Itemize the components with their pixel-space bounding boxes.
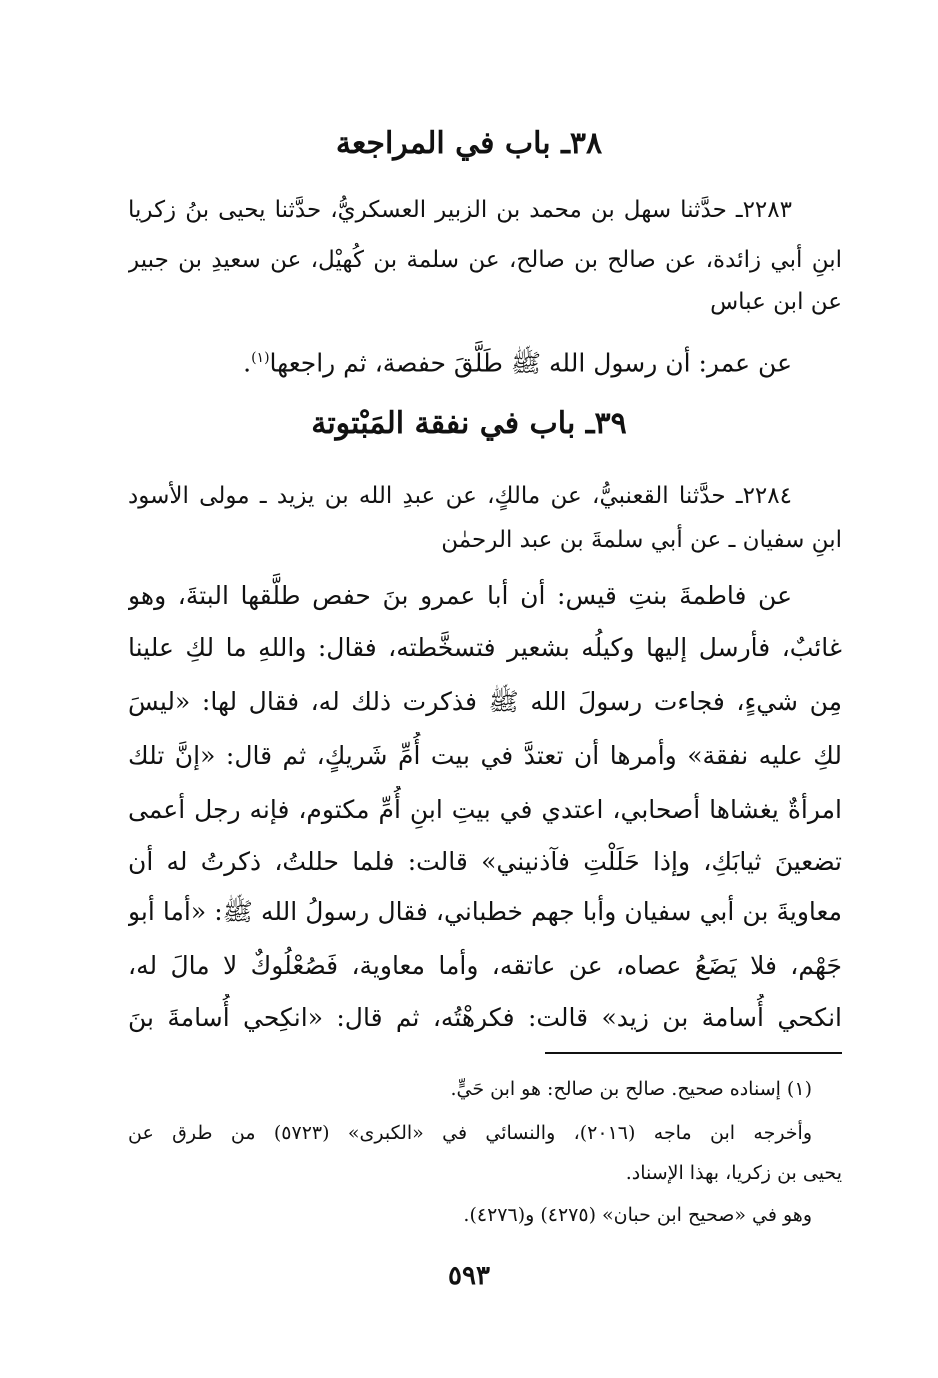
hadith-2284-matn-line-8: جَهْم، فلا يَضَعُ عصاه، عن عاتقه، وأما معاوية، فَصُعْلُوكٌ لا مالَ له،	[128, 951, 842, 980]
section-heading-39: ٣٩ـ باب في نفقة المَبْتوتة	[311, 406, 627, 441]
footnote-line-4: وهو في «صحيح ابن حبان» (٤٢٧٥) و(٤٢٧٦).	[463, 1204, 812, 1226]
hadith-2284-matn-line-4: لكِ عليه نفقة» وأمرها أن تعتدَّ في بيت أُمِّ شَريكٍ، ثم قال: «إنَّ تلك	[128, 741, 842, 770]
hadith-2284-matn-line-1: عن فاطمةَ بنتِ قيس: أن أبا عمرو بنَ حفص طلَّقها البتةَ، وهو	[128, 581, 792, 610]
hadith-2284-matn-line-3: مِن شيءٍ، فجاءت رسولَ الله ﷺ فذكرت ذلك له، فقال لها: «ليسَ	[128, 687, 842, 716]
hadith-2284-matn-line-9: انكحي أُسامة بن زيد» قالت: فكرهْتُه، ثم قال: «انكِحي أُسامةَ بنَ	[128, 1003, 842, 1032]
hadith-2284-matn-line-5: امرأةٌ يغشاها أصحابي، اعتدي في بيتِ ابنِ أُمِّ مكتوم، فإنه رجل أعمى	[128, 795, 842, 824]
footnote-separator	[545, 1052, 842, 1054]
footnote-reference-1: (١)	[251, 350, 270, 366]
hadith-2283-sanad-line-1: ٢٢٨٣ـ حدَّثنا سهل بن محمد بن الزبير العسكريُّ، حدَّثنا يحيى بنُ زكريا	[128, 197, 792, 223]
hadith-2284-matn-line-2: غائبٌ، فأرسل إليها وكيلُه بشعير فتسخَّطته، فقال: واللهِ ما لكِ علينا	[128, 633, 842, 662]
hadith-2283-matn	[128, 334, 842, 387]
hadith-2284-sanad-line-1: ٢٢٨٤ـ حدَّثنا القعنبيُّ، عن مالكٍ، عن عبدِ الله بن يزيد ـ مولى الأسود	[128, 483, 792, 509]
hadith-2283-matn-text: عن عمر: أن رسول الله ﷺ طَلَّقَ حفصة، ثم راجعها	[269, 348, 792, 378]
hadith-2284-matn-line-7: معاويةَ بن أبي سفيان وأبا جهم خطباني، فقال رسولُ الله ﷺ: «أما أبو	[128, 897, 842, 926]
hadith-2284-sanad-line-2: ابنِ سفيان ـ عن أبي سلمةَ بن عبد الرحمٰن	[441, 527, 842, 553]
page-number: ٥٩٣	[448, 1261, 490, 1291]
footnote-line-2: وأخرجه ابن ماجه (٢٠١٦)، والنسائي في «الكبرى» (٥٧٢٣) من طرق عن	[128, 1122, 813, 1144]
footnote-line-3: يحيى بن زكريا، بهذا الإسناد.	[625, 1162, 842, 1184]
hadith-2283-sanad-line-3: عن ابن عباس	[710, 289, 842, 315]
hadith-2284-matn-line-6: تضعينَ ثيابَكِ، وإذا حَلَلْتِ فآذنيني» قالت: فلما حللتُ، ذكرتُ له أن	[128, 847, 842, 876]
section-heading-38: ٣٨ـ باب في المراجعة	[335, 126, 603, 161]
hadith-2283-matn-end: .	[243, 348, 252, 378]
hadith-2283-sanad-line-2: ابنِ أبي زائدة، عن صالح بن صالح، عن سلمة بن كُهيْل، عن سعيدِ بن جبير	[128, 247, 842, 273]
footnote-1: (١) إسناده صحيح. صالح بن صالح: هو ابن حَيٍّ.	[450, 1078, 812, 1100]
